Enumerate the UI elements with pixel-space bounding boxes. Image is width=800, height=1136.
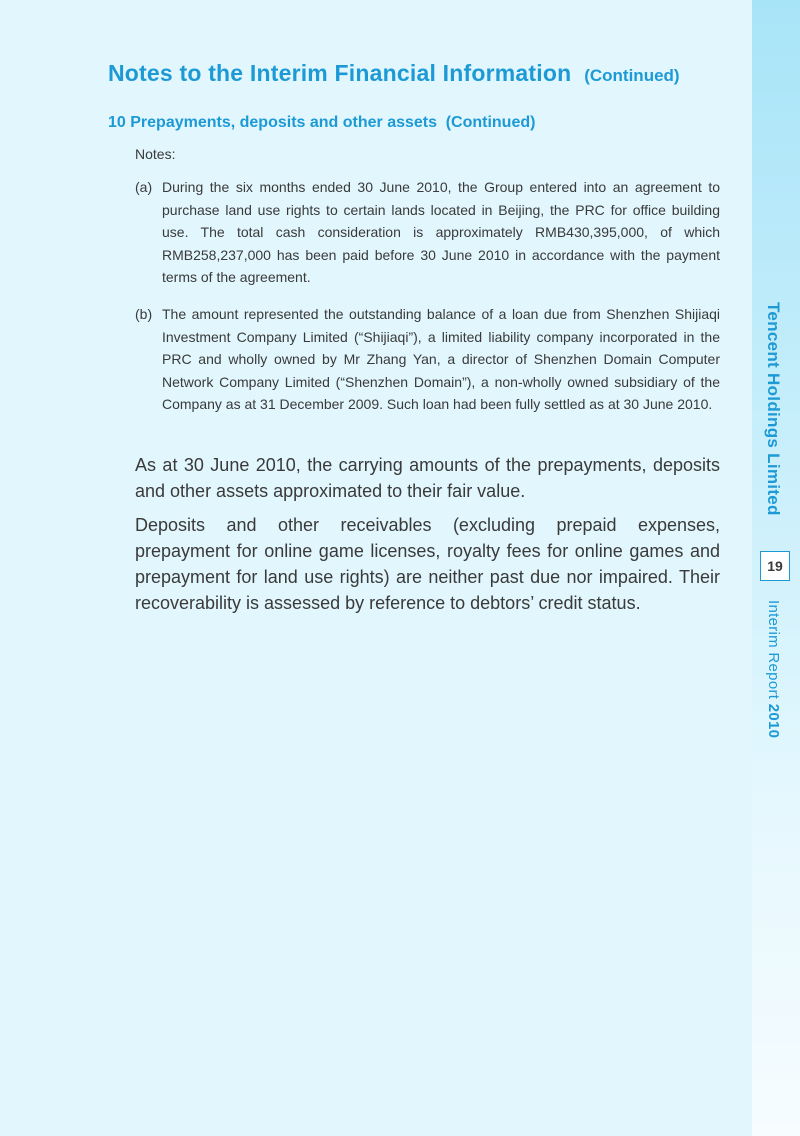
sidebar-company-name: Tencent Holdings Limited (764, 302, 783, 516)
section-heading-text: 10 Prepayments, deposits and other assets (108, 114, 438, 131)
sidebar-report-label (765, 600, 782, 738)
note-item-a (135, 176, 720, 289)
page-title-suffix: (Continued) (584, 66, 680, 85)
note-marker-b: (b) (135, 306, 153, 322)
section-heading-suffix: (Continued) (445, 114, 536, 131)
section-heading (108, 106, 535, 134)
page-number: 19 (767, 558, 783, 574)
notes-label: Notes: (135, 146, 176, 162)
note-text-b: The amount represented the outstanding balance of a loan due from Shenzhen Shijiaqi Investment Company Limited (“Shijiaqi”), a limited liability company incorporated in the PRC and wholly owned by Mr Zhang Yan, a director of Shenzhen Domain Computer Network Company Limited (“Shenzhen Domain”), a non-wholly owned subsidiary of the Company as at 31 December 2009. Such loan had been fully settled as at 30 June 2010. (162, 306, 720, 412)
note-text-a: During the six months ended 30 June 2010, the Group entered into an agreement to purchase land use rights to certain lands located in Beijing, the PRC for office building use. The total cash consideration is approximately RMB430,395,000, of which RMB258,237,000 has been paid before 30 June 2010 in accordance with the payment terms of the agreement. (162, 179, 720, 285)
page-number-box (760, 551, 790, 581)
note-item-b (135, 303, 720, 416)
report-year: 2010 (765, 703, 782, 739)
report-label-text: Interim Report (765, 600, 782, 700)
page-title-text: Notes to the Interim Financial Information (108, 60, 572, 86)
page-title (108, 52, 680, 89)
fair-value-paragraph: As at 30 June 2010, the carrying amounts of the prepayments, deposits and other assets approximated to their fair value. (135, 455, 720, 501)
note-marker-a: (a) (135, 179, 153, 195)
receivables-paragraph: Deposits and other receivables (excluding prepaid expenses, prepayment for online game licenses, royalty fees for online games and prepayment for land use rights) are neither past due nor impaired. Their recoverability is assessed by reference to debtors’ credit status. (135, 515, 720, 613)
